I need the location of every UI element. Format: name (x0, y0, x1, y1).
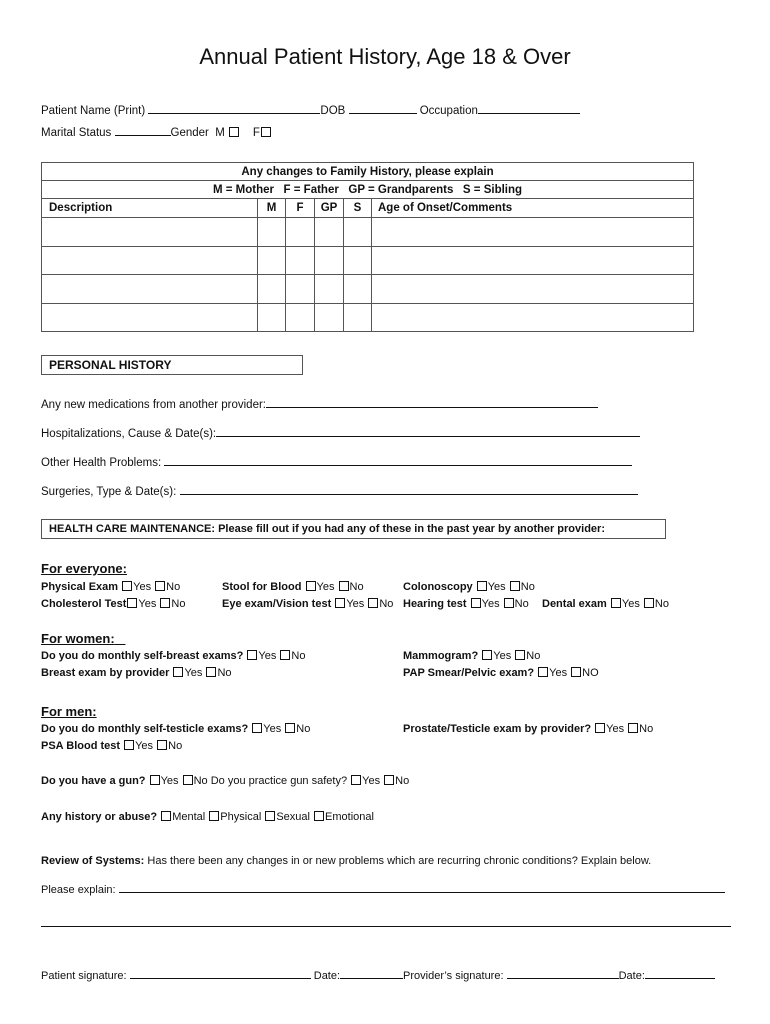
self-testicle-label: Do you do monthly self-testicle exams? (41, 723, 249, 735)
colonoscopy-label: Colonoscopy (403, 581, 473, 593)
gender-m-checkbox[interactable] (229, 127, 239, 137)
page-title: Annual Patient History, Age 18 & Over (199, 44, 571, 69)
cholesterol-no-checkbox[interactable] (160, 598, 170, 608)
hospitalizations-row (41, 426, 640, 440)
hearing-yes-checkbox[interactable] (471, 598, 481, 608)
prostate-no-checkbox[interactable] (628, 723, 638, 733)
hearing-test-item (403, 598, 529, 610)
stool-blood-item (222, 581, 364, 593)
eye-yes-checkbox[interactable] (335, 598, 345, 608)
yes-label: Yes (481, 598, 500, 610)
no-label: No (349, 581, 364, 593)
medications-field[interactable] (266, 397, 598, 408)
family-table-title-row (42, 163, 694, 181)
marital-status-field[interactable] (115, 125, 171, 136)
abuse-physical-checkbox[interactable] (209, 811, 219, 821)
patient-info-row (41, 103, 580, 117)
breast-provider-yes-checkbox[interactable] (173, 667, 183, 677)
description-cell[interactable] (42, 275, 258, 304)
family-table-legend: M = Mother F = Father GP = Grandparents S = Sibling (42, 181, 694, 199)
grandparents-cell[interactable] (315, 246, 344, 275)
date2-field[interactable] (645, 968, 715, 979)
abuse-sexual-checkbox[interactable] (265, 811, 275, 821)
yes-label: Yes (133, 581, 152, 593)
date1-field[interactable] (340, 968, 403, 979)
eye-exam-label: Eye exam/Vision test (222, 598, 332, 610)
yes-label: Yes (493, 650, 512, 662)
breast-provider-label: Breast exam by provider (41, 667, 170, 679)
prostate-label: Prostate/Testicle exam by provider? (403, 723, 592, 735)
for-women-text: For women: (41, 631, 115, 646)
breast-provider-no-checkbox[interactable] (206, 667, 216, 677)
no-label: No (395, 775, 410, 787)
col-mother: M (258, 199, 286, 218)
patient-signature-field[interactable] (130, 968, 311, 979)
comments-cell[interactable] (372, 275, 694, 304)
gun-have-label: Do you have a gun? (41, 775, 146, 787)
table-row (42, 303, 694, 332)
no-label: No (514, 598, 529, 610)
gun-safety-no-checkbox[interactable] (384, 775, 394, 785)
surgeries-field[interactable] (180, 484, 638, 495)
dental-yes-checkbox[interactable] (611, 598, 621, 608)
gender-m-label: M (215, 127, 225, 139)
physical-exam-item (41, 581, 180, 593)
col-sibling: S (344, 199, 372, 218)
signature-row (41, 968, 715, 982)
hearing-test-label: Hearing test (403, 598, 467, 610)
self-breast-yes-checkbox[interactable] (247, 650, 257, 660)
self-breast-no-checkbox[interactable] (280, 650, 290, 660)
colonoscopy-item (403, 581, 535, 593)
eye-exam-item (222, 598, 393, 610)
yes-label: Yes (258, 650, 277, 662)
yes-label: Yes (346, 598, 365, 610)
col-grandparents: GP (315, 199, 344, 218)
mental-label: Mental (172, 811, 206, 823)
surgeries-row (41, 484, 638, 498)
review-systems-row (41, 855, 651, 867)
no-label: NO (582, 667, 599, 679)
psa-label: PSA Blood test (41, 740, 121, 752)
date2-label: Date: (618, 970, 645, 982)
other-problems-label: Other Health Problems: (41, 457, 162, 469)
description-cell[interactable] (42, 303, 258, 332)
table-row (42, 218, 694, 247)
self-breast-item (41, 650, 305, 662)
no-label: No (296, 723, 311, 735)
health-maintenance-heading: HEALTH CARE MAINTENANCE: Please fill out if you had any of these in the past year by another provider: (41, 519, 666, 539)
self-testicle-no-checkbox[interactable] (285, 723, 295, 733)
abuse-emotional-checkbox[interactable] (314, 811, 324, 821)
provider-signature-field[interactable] (507, 968, 619, 979)
family-table-title: Any changes to Family History, please explain (42, 163, 694, 181)
col-comments: Age of Onset/Comments (372, 199, 694, 218)
patient-name-field[interactable] (148, 103, 320, 114)
psa-item (41, 740, 182, 752)
physical-yes-checkbox[interactable] (122, 581, 132, 591)
marital-status-label: Marital Status (41, 127, 112, 139)
patient-name-label: Patient Name (Print) (41, 105, 146, 117)
father-cell[interactable] (286, 275, 315, 304)
personal-history-heading: PERSONAL HISTORY (41, 355, 303, 375)
description-cell[interactable] (42, 218, 258, 247)
gun-no-checkbox[interactable] (183, 775, 193, 785)
self-testicle-item (41, 723, 310, 735)
yes-label: Yes (362, 775, 381, 787)
description-cell[interactable] (42, 246, 258, 275)
prostate-yes-checkbox[interactable] (595, 723, 605, 733)
col-description: Description (42, 199, 258, 218)
pap-no-checkbox[interactable] (571, 667, 581, 677)
medications-label: Any new medications from another provider: (41, 399, 266, 411)
yes-label: Yes (549, 667, 568, 679)
physical-no-checkbox[interactable] (155, 581, 165, 591)
stool-yes-checkbox[interactable] (306, 581, 316, 591)
review-systems-label: Review of Systems: (41, 855, 145, 867)
psa-yes-checkbox[interactable] (124, 740, 134, 750)
dental-no-checkbox[interactable] (644, 598, 654, 608)
col-father: F (286, 199, 315, 218)
eye-no-checkbox[interactable] (368, 598, 378, 608)
dental-exam-label: Dental exam (542, 598, 607, 610)
no-label: No (171, 598, 186, 610)
sibling-cell[interactable] (344, 303, 372, 332)
pap-smear-label: PAP Smear/Pelvic exam? (403, 667, 535, 679)
yes-label: Yes (606, 723, 625, 735)
no-label: No (639, 723, 654, 735)
sexual-label: Sexual (276, 811, 310, 823)
pap-smear-item (403, 667, 599, 679)
psa-no-checkbox[interactable] (157, 740, 167, 750)
occupation-field[interactable] (478, 103, 580, 114)
gender-f-label: F (252, 127, 260, 139)
for-everyone-heading: For everyone: (41, 561, 127, 576)
gun-yes-checkbox[interactable] (150, 775, 160, 785)
colonoscopy-yes-checkbox[interactable] (477, 581, 487, 591)
physical-exam-label: Physical Exam (41, 581, 119, 593)
please-explain-label: Please explain: (41, 884, 116, 896)
no-label: No (526, 650, 541, 662)
mother-cell[interactable] (258, 246, 286, 275)
yes-label: Yes (621, 598, 640, 610)
mammogram-no-checkbox[interactable] (515, 650, 525, 660)
explain-continuation-line[interactable] (41, 926, 731, 927)
gender-f-checkbox[interactable] (261, 127, 271, 137)
grandparents-cell[interactable] (315, 275, 344, 304)
date1-label: Date: (313, 970, 341, 982)
abuse-row (41, 811, 374, 823)
gun-safety-label: Do you practice gun safety? (210, 775, 348, 787)
yes-label: Yes (160, 775, 179, 787)
family-history-table (41, 162, 694, 332)
dental-exam-item (542, 598, 669, 610)
for-men-heading: For men: (41, 704, 97, 719)
physical-label: Physical (220, 811, 262, 823)
pap-yes-checkbox[interactable] (538, 667, 548, 677)
hearing-no-checkbox[interactable] (504, 598, 514, 608)
please-explain-row (41, 882, 725, 896)
mother-cell[interactable] (258, 275, 286, 304)
for-women-heading (41, 631, 126, 646)
comments-cell[interactable] (372, 246, 694, 275)
grandparents-cell[interactable] (315, 303, 344, 332)
provider-signature-label: Provider’s signature: (403, 970, 504, 982)
patient-signature-label: Patient signature: (41, 970, 127, 982)
sibling-cell[interactable] (344, 275, 372, 304)
other-problems-row (41, 455, 632, 469)
no-label: No (217, 667, 232, 679)
emotional-label: Emotional (325, 811, 374, 823)
other-problems-field[interactable] (164, 455, 632, 466)
gun-row (41, 775, 409, 787)
no-label: No (193, 775, 208, 787)
no-label: No (291, 650, 306, 662)
family-table-header-row (42, 199, 694, 218)
yes-label: Yes (263, 723, 282, 735)
sibling-cell[interactable] (344, 218, 372, 247)
hospitalizations-field[interactable] (216, 426, 640, 437)
father-cell[interactable] (286, 246, 315, 275)
no-label: No (166, 581, 181, 593)
cholesterol-yes-checkbox[interactable] (127, 598, 137, 608)
mother-cell[interactable] (258, 218, 286, 247)
abuse-label: Any history or abuse? (41, 811, 158, 823)
no-label: No (379, 598, 394, 610)
hospitalizations-label: Hospitalizations, Cause & Date(s): (41, 428, 217, 440)
no-label: No (168, 740, 183, 752)
comments-cell[interactable] (372, 303, 694, 332)
prostate-item (403, 723, 653, 735)
mammogram-yes-checkbox[interactable] (482, 650, 492, 660)
medications-row (41, 397, 598, 411)
cholesterol-label: Cholesterol Test (41, 598, 127, 610)
yes-label: Yes (138, 598, 157, 610)
gender-label: Gender (170, 127, 209, 139)
please-explain-field[interactable] (119, 882, 725, 893)
breast-provider-item (41, 667, 232, 679)
cholesterol-item (41, 598, 185, 610)
stool-no-checkbox[interactable] (339, 581, 349, 591)
review-systems-text: Has there been any changes in or new problems which are recurring chronic conditions? Explain below. (147, 855, 652, 867)
dob-field[interactable] (349, 103, 417, 114)
father-cell[interactable] (286, 303, 315, 332)
marital-gender-row (41, 125, 272, 139)
surgeries-label: Surgeries, Type & Date(s): (41, 486, 177, 498)
table-row (42, 275, 694, 304)
dob-label: DOB (320, 105, 346, 117)
abuse-mental-checkbox[interactable] (161, 811, 171, 821)
grandparents-cell[interactable] (315, 218, 344, 247)
table-row (42, 246, 694, 275)
no-label: No (520, 581, 535, 593)
yes-label: Yes (316, 581, 335, 593)
occupation-label: Occupation (419, 105, 478, 117)
yes-label: Yes (184, 667, 203, 679)
gun-safety-yes-checkbox[interactable] (351, 775, 361, 785)
mother-cell[interactable] (258, 303, 286, 332)
mammogram-label: Mammogram? (403, 650, 479, 662)
yes-label: Yes (135, 740, 154, 752)
self-breast-label: Do you do monthly self-breast exams? (41, 650, 244, 662)
sibling-cell[interactable] (344, 246, 372, 275)
family-table-legend-row (42, 181, 694, 199)
yes-label: Yes (487, 581, 506, 593)
no-label: No (654, 598, 669, 610)
self-testicle-yes-checkbox[interactable] (252, 723, 262, 733)
comments-cell[interactable] (372, 218, 694, 247)
mammogram-item (403, 650, 540, 662)
colonoscopy-no-checkbox[interactable] (510, 581, 520, 591)
stool-blood-label: Stool for Blood (222, 581, 302, 593)
father-cell[interactable] (286, 218, 315, 247)
